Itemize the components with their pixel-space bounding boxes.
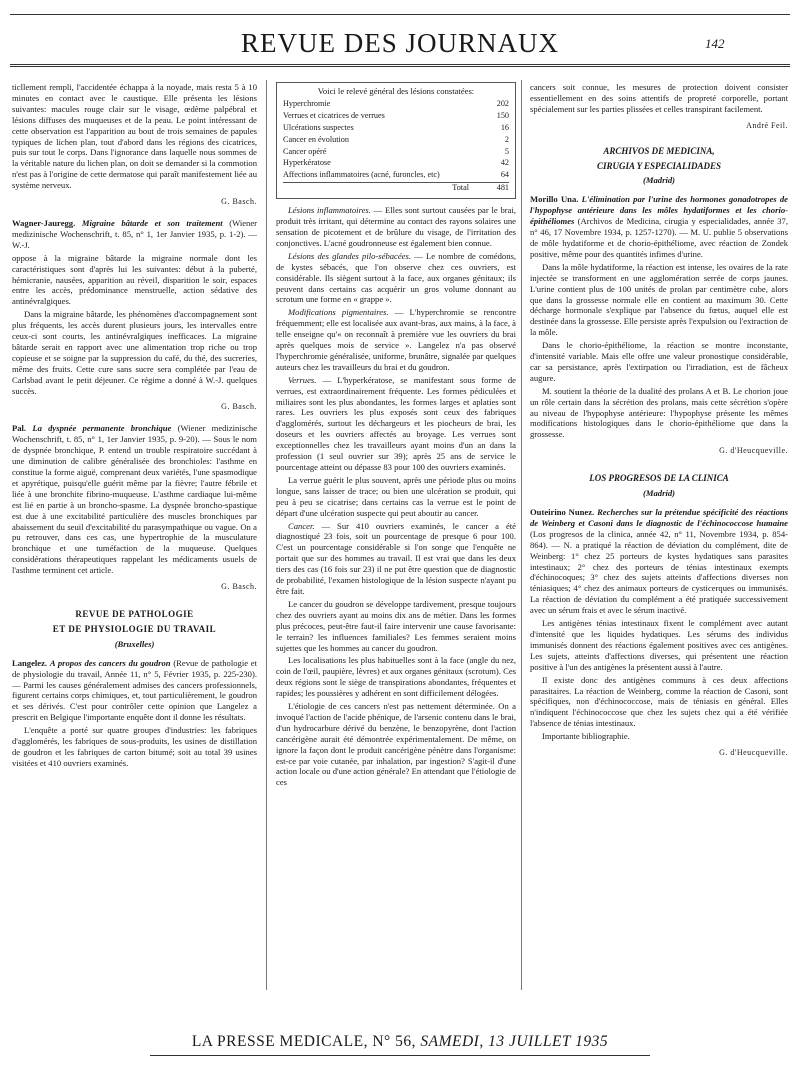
journal-section-title: REVUE DES JOURNAUX [240, 28, 559, 58]
paragraph-text: — L'hyperkératose, se manifestant sous forme de verrues, est extraordinairement fréquente. Les formes pédiculées et miliaires sont les plus abondantes, les formes larges et aplaties sont rares. Les ouvriers les plus exposés sont ceux des fabriques d'agglomérés, surtout les déchargeurs et les piocheurs de brai, les doseurs et les ouvriers affectés au broyage. Les verrues sont exceptionnelles chez les travailleurs ayant moins d'un an dans la profession (1 seul ouvrier sur 39); après 25 ans de service le pourcentage atteint ou dépasse 83 pour 100 des ouvriers examinés. [276, 374, 516, 472]
column-3 [530, 82, 788, 769]
table-row-label: Cancer en évolution [283, 134, 349, 144]
signature: G. Basch. [221, 197, 257, 207]
paragraph: Il existe donc des antigènes communs à ces deux affections parasitaires. La réaction de Weinberg, comme la réaction de Casoni, sont spécifiques, non d'échinococcose, mais de téniasis en général. Elles n'indiquent l'échinococcose que chez les sujets chez qui a été vérifiée l'absence de ténias intestinaux. [530, 674, 788, 729]
paragraph [276, 307, 516, 372]
signature: André Feil. [746, 120, 788, 130]
article-reference: (Archivos de Medicina, cirugia y especialidades, année 37, n° 46, 17 Novembre 1934, p. 1257-1270). — M. U. publie 5 observations de môle hydatiforme et de chorio-épithéliome, avec réaction de Zondek positive, même pour des quantités infimes d'urine. [530, 216, 788, 259]
paragraph: Dans le chorio-épithéliome, la réaction se montre inconstante, d'intensité variable. Mais elle offre une valeur pronostique considérable, car sa persistance, après l'extirpation ou l'irradiation, est de fâcheux augure. [530, 340, 788, 383]
paragraph-text: — Le nombre de comédons, de kystes sébacés, que l'on observe chez ces ouvriers, est considérable. Ils siègent surtout à la face, aux organes génitaux; ils peuvent dans certains cas acquérir un gros volume donnant au scrotum une forme en « grappe ». [276, 250, 516, 305]
article-reference: (Wiener medizinische Wochenschrift, t. 85, n° 1, 1er Janvier 1935, p. 9-20). — Sous le nom de dyspnée bronchique, P. entend un trouble respiratoire succédant à une diminution de calibre généralisée des bronchioles: l'asthme en constitue la forme aiguë, comprenant deux variétés, l'une spasmodique et apyrétique, puisqu'elle guérit même par la fièvre; l'autre fébrile et liée à une bronchite fibrino-muqueuse. L'asthme cardiaque lui-même est lié en partie à un broncho-spasme. La dyspnée broncho-spastique est due à une excitabilité particulière des muscles bronchiques par abaissement du seuil d'excitabilité du parasympathique ou vague. On a pu retrouver, dans ces cas, une hypertrophie de la musculature bronchique et une tuméfaction de la muqueuse. Quelques considérations thérapeutiques rappelant les médicaments usuels de l'asthme terminent cet article. [12, 423, 258, 576]
paragraph: Importante bibliographie. [542, 731, 630, 742]
article-morillo-una [530, 194, 788, 259]
section-title: CIRUGIA Y ESPECIALIDADES [596, 160, 722, 171]
table-caption: Voici le relevé général des lésions constatées: [317, 86, 475, 96]
article-author: Pal. [12, 423, 27, 434]
paragraph: Les antigènes ténias intestinaux fixent le complément avec autant d'intensité que les liquides hydatiques. Les sérums des individus immunisés donnent des réactions également positives avec ces antigènes. Les sujets, atteints d'affections diverses, qui présentent une réaction positive à l'un des antigènes la présentent aussi à l'autre. [530, 618, 788, 672]
paragraph-lead: Cancer. [288, 520, 315, 531]
table-row-value: 202 [496, 98, 509, 108]
paragraph-text: — Elles sont surtout causées par le brai, produit très irritant, qui détermine au contact des rayons solaires une sensation de picotement et de brûlure du visage, de l'irritation des conjonctives. L'acné goudronneuse est également bien connue. [276, 205, 516, 248]
article-title: La dyspnée permanente bronchique [32, 423, 172, 434]
table-row-label: Hyperkératose [283, 158, 331, 168]
table-row-label: Affections inflammatoires (acné, furoncles, etc) [283, 170, 440, 180]
section-city: (Bruxelles) [114, 638, 155, 649]
paragraph-text: — Sur 410 ouvriers examinés, le cancer a été diagnostiqué 23 fois, soit un pourcentage de presque 6 pour 100. C'est un pourcentage considérable si l'on songe que l'enquête ne portait que sur des hommes au travail. Il est vrai que dans les deux tiers des cas (16 fois sur 23) il ne put être question que de diagnostic de probabilité, l'examen histologique de la lésion suspecte n'ayant pu être fait. [276, 520, 516, 596]
table-row-value: 64 [500, 170, 509, 180]
paragraph: Dans la môle hydatiforme, la réaction est intense, les ovaires de la rate injectée se transforment en une agglomération serrée de corps jaunes. L'urine contient plus de 100 unités de prolan par centimètre cube, alors que dans la grossesse normale elle en contient au maximum 30. Cette décharge hormonale s'explique par l'absence du fœtus, auquel elle est destinée dans la grossesse. Elle persiste après l'expulsion ou l'extraction de la môle. [530, 261, 788, 338]
article-author: Wagner-Jauregg. [12, 217, 76, 228]
signature: G. d'Heucqueville. [719, 748, 788, 758]
column-1 [12, 82, 257, 771]
table-row-value: 16 [500, 122, 509, 132]
table-row [283, 135, 509, 147]
page-footer: LA PRESSE MEDICALE, N° 56, SAMEDI, 13 JUILLET 1935 [191, 1033, 609, 1050]
header-double-rule [10, 64, 790, 67]
signature: G. Basch. [221, 402, 257, 412]
paragraph-text: — L'hyperchromie se rencontre fréquemment; elle est localisée aux avant-bras, aux mains, à la face, à telle enseigne qu'« on reconnaît à première vue les ouvriers du brai après quelques mois de service ». Langelez n'a pas observé l'hyperchromie généralisée, uniforme, brunâtre, signalée par quelques auteurs chez les travailleurs du brai et du goudron. [276, 307, 517, 372]
article-title: L'élimination par l'urine des hormones gonadotropes de l'hypophyse antérieure dans les môles hydatiformes et les chorio-épithéliomes [530, 194, 789, 227]
table-total-row [283, 183, 509, 195]
paragraph: M. soutient la théorie de la dualité des prolans A et B. Le chorion joue un rôle certain dans la sécrétion des prolans, mais cette sécrétion s'opère au niveau de l'hypophyse antérieure: l'hypophyse présente les mêmes modifications histologiques dans le chorio-épithéliome que dans la grossesse. [530, 385, 788, 440]
paragraph [276, 205, 516, 249]
table-row-label: Cancer opéré [283, 146, 327, 156]
paragraph [276, 251, 516, 306]
table-row [283, 147, 509, 159]
footer-issue: N° 56, [372, 1033, 417, 1050]
article-author: Langelez. [12, 657, 48, 668]
section-title: REVUE DE PATHOLOGIE [75, 608, 194, 619]
paragraph-lead: Verrues. [288, 374, 317, 385]
paragraph: L'étiologie de ces cancers n'est pas nettement déterminée. On a invoqué l'action de l'acide phénique, de l'arsenic contenu dans le brai, d'un hydrocarbure dérivé du benzène, le benzopyrène, dont l'action cancérigène aurait été démontrée expérimentalement. De même, on ignore la façon dont le produit cancérigène pénètre dans l'organisme: est-ce par voie cutanée, par inhalation, par ingestion? S'agit-il d'une action locale ou d'une action générale? En attendant que l'étiologie de ces [276, 701, 516, 788]
footer-date: SAMEDI, 13 JUILLET 1935 [420, 1033, 609, 1050]
paragraph: L'enquête a porté sur quatre groupes d'industries: les fabriques d'agglomérés, les fabriques de sous-produits, les usines de distillation de goudron et les fabriques de carton bitumé; soit au total 39 usines visitées et 410 ouvriers examinés. [12, 725, 257, 768]
table-row [283, 170, 509, 182]
article-reference: (Revue de pathologie et de physiologie du travail, Année 11, n° 5, Février 1935, p. 225-230). — Parmi les causes généralement admises des cancers professionnels, figurent certains corps chimiques, et, tout particulièrement, le goudron et ses dérivés. C'est pour contrôler cette opinion que Langelez a prescrit en Belgique l'importante enquête dont il donne les résultats. [12, 657, 257, 723]
table-total-value: 481 [479, 183, 509, 195]
paragraph: La verrue guérit le plus souvent, après une période plus ou moins longue, sans laisser de trace; ou bien une ulcération se produit, qui peu à peu se cicatrise; dans certains cas la verrue est le point de départ d'une ulcération suspecte qui peut aboutir au cancer. [276, 474, 516, 518]
article-pal [12, 423, 257, 576]
article-title: Recherches sur la prétendue spécificité des réactions de Weinberg et Casoni dans le diagnostic de l'échinococcose humaine [530, 507, 788, 528]
article-reference: (Los progresos de la clinica, année 42, n° 11, Novembre 1934, p. 854-864). — N. a pratiqué la réaction de déviation du complément, dite de Weinberg: 1° chez 25 porteurs de kystes hydatiques sans parasites intestinaux; 2° chez des porteurs de ténias intestinaux exempts d'échinocoques; 3° chez des sujets atteints d'affections diverses non téniasiques; 4° chez des animaux porteurs de cysticerques ou immunisés. La réaction de déviation du complément a été pratiquée successivement avec un sérum frais et avec le sérum inactivé. [530, 528, 788, 616]
article-langelez [12, 658, 257, 723]
paragraph [276, 375, 516, 473]
table-row-value: 150 [496, 110, 509, 120]
table-row [283, 123, 509, 135]
paragraph [276, 521, 516, 597]
paragraph-lead: Modifications pigmentaires. [288, 307, 389, 318]
section-city: (Madrid) [643, 488, 675, 499]
page-number: 142 [705, 36, 725, 51]
table-row-value: 5 [504, 146, 509, 156]
article-title: Migraine bâtarde et son traitement [81, 217, 223, 228]
article-title: A propos des cancers du goudron [49, 657, 171, 668]
lesions-table [276, 82, 516, 199]
column-separator [266, 80, 267, 990]
signature: G. d'Heucqueville. [719, 446, 788, 456]
table-row [283, 99, 509, 111]
footer-rule [150, 1055, 650, 1056]
section-city: (Madrid) [643, 175, 675, 186]
table-row [283, 111, 509, 123]
table-row-label: Hyperchromie [283, 98, 331, 108]
column-2 [276, 82, 516, 790]
header-top-rule [10, 14, 790, 15]
table-row-label: Ulcérations suspectes [283, 122, 354, 132]
paragraph-lead: Lésions inflammatoires. [288, 205, 371, 216]
paragraph: Dans la migraine bâtarde, les phénomènes d'accompagnement sont plus fréquents, les accès durent plusieurs jours, les intervalles entre ceux-ci sont courts, les antinévralgiques inefficaces. La migraine bâtarde serait en rapport avec une alimentation trop riche ou trop copieuse et se soigne par la suppression du café, du thé, des sucreries, même des fruits. Cette cure sans sucre sera complétée par l'eau de Carlsbad avant le petit déjeuner. Ce régime a donné à W.-J. quelques succès. [12, 309, 257, 396]
article-outeirino-nunez [530, 507, 788, 616]
paragraph: Les localisations les plus habituelles sont à la face (angle du nez, coin de l'œil, paupière, lèvres) et aux organes génitaux (scrotum). Ces deux régions sont le siège de transpirations abondantes, fréquentes et rapides; les poussières y adhérent en sont difficilement délogées. [276, 655, 516, 699]
signature: G. Basch. [221, 582, 257, 592]
paragraph-lead: Lésions des glandes pilo-sébacées. [288, 250, 411, 261]
article-author: Morillo Una. [530, 194, 579, 205]
table-row-value: 42 [500, 158, 509, 168]
article-reference: (Wiener medizinische Wochenschrift, t. 85, n° 1, 1er Janvier 1935, p. 1-2). — W.-J. [12, 217, 258, 250]
section-title: LOS PROGRESOS DE LA CLINICA [589, 473, 729, 484]
column-separator [521, 80, 522, 990]
paragraph: oppose à la migraine bâtarde la migraine normale dont les caractéristiques sont d'après lui les suivantes: début à la puberté, hémicranie, nausées, apparition au réveil, disparition le soir, espaces entre les accès, prédominance menstruelle, action sédative des antinévralgiques. [12, 252, 257, 307]
footer-journal: LA PRESSE MEDICALE [191, 1033, 364, 1050]
paragraph: Le cancer du goudron se développe tardivement, presque toujours chez des ouvriers ayant au moins dix ans de métier. Dans les formes plus précoces, peut-être faut-il faire intervenir une cause favorisante: le terrain? les influences familiales? Les femmes seraient moins sujettes que les hommes au cancer du goudron. [276, 598, 516, 653]
table-row [283, 158, 509, 170]
section-title: ET DE PHYSIOLOGIE DU TRAVAIL [52, 623, 217, 634]
article-author: Outeirino Nunez. [530, 507, 595, 517]
paragraph: ticllement rempli, l'accidentée échappa à la noyade, mais resta 5 à 10 minutes en contact avec le caustique. Elle présenta les lésions suivantes: macules rouge clair sur le visage, œdème palpébral et lésions diffuses des muqueuses et de la peau. Le point intéressant de cette observation est l'apparition au bout de trois semaines de papules typiques de lichen plan, tout d'abord dans les régions des cicatrices, puis sur tout le corps. Dans l'ignorance dans laquelle nous sommes de la véritable nature du lichen plan, on doit se demander si la commotion n'est pas à l'origine de cette dermatose qui paraît manifestement liée au système nerveux. [12, 82, 257, 191]
table-row-value: 2 [504, 134, 509, 144]
paragraph: cancers soit connue, les mesures de protection doivent consister essentiellement en des soins attentifs de propreté corporelle, portant spécialement sur les parties plissées et celles transpirant facilement. [530, 82, 788, 114]
section-title: ARCHIVOS DE MEDICINA, [603, 145, 715, 156]
article-wagner-jauregg [12, 218, 257, 251]
table-total-label: Total [283, 183, 479, 195]
table-row-label: Verrues et cicatrices de verrues [283, 110, 385, 120]
